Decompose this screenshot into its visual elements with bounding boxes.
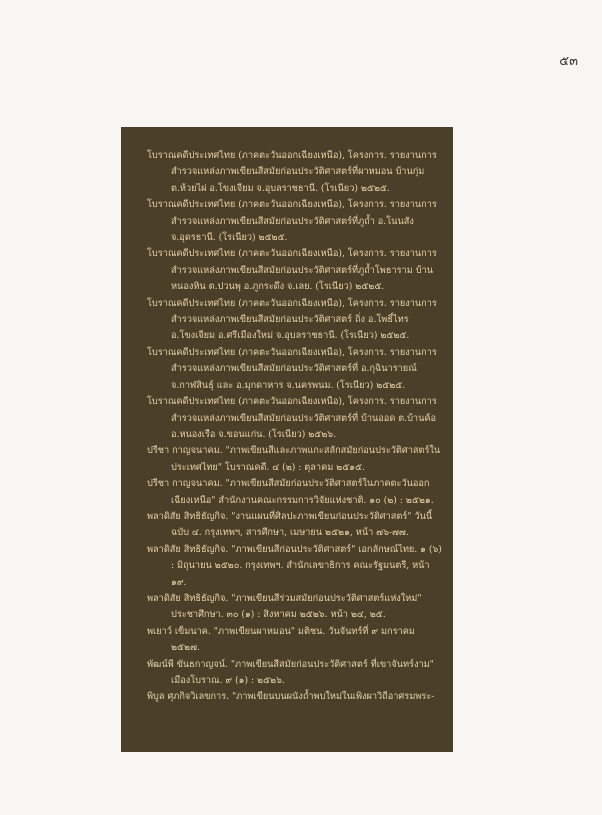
reference-entry: ปรีชา กาญจนาคม. "ภาพเขียนสีและภาพแกะสลักสมัยก่อนประวัติศาสตร์ในประเทศไทย" โบราณคดี. ๔ (๒) : ตุลาคม ๒๕๑๕. [147,445,441,473]
reference-entry: พัฒน์พี ขันธกาญจน์. "ภาพเขียนสีสมัยก่อนประวัติศาสตร์ ที่เขาจันทร์งาม" เมืองโบราณ. ๙ (๑) : ๒๕๒๖. [147,658,434,686]
reference-entry: พลาดิสัย สิทธิธัญกิจ. "ภาพเขียนสีร่วมสมัยก่อนประวัติศาสตร์แห่งใหม่" ประชาศึกษา. ๓๐ (๑) : สิงหาคม ๒๕๒๖. หน้า ๒๔, ๒๕. [147,592,422,621]
bibliography-panel [121,127,453,752]
reference-entry: พิบูล ศุภกิจวิเลขการ. "ภาพเขียนบนผนังถ้ำพบใหม่ในเพิงผาวิถีอาศรมพระ- [147,691,435,703]
reference-entry: พลาดิสัย สิทธิธัญกิจ. "ภาพเขียนสีก่อนประวัติศาสตร์" เอกลักษณ์ไทย. ๑ (๖) : มิถุนายน ๒๕๒๐. กรุงเทพฯ. สำนักเลขาธิการ คณะรัฐมนตรี, หน้า ๑๙. [147,543,442,588]
reference-entry: โบราณคดีประเทศไทย (ภาคตะวันออกเฉียงเหนือ), โครงการ. รายงานการสำรวจแหล่งภาพเขียนสีสมัยก่อนประวัติศาสตร์ที่ภูถ้ำโพธาราม บ้านหนองหิน ต.ปวนพุ อ.ภูกระดึง จ.เลย. (โรเนียว) ๒๕๒๕. [147,248,437,293]
reference-entry: โบราณคดีประเทศไทย (ภาคตะวันออกเฉียงเหนือ), โครงการ. รายงานการสำรวจแหล่งภาพเขียนสีสมัยก่อนประวัติศาสตร์ที่ภูถ้ำ อ.โนนสัง จ.อุดรธานี. (โรเนียว) ๒๕๒๕. [147,199,437,244]
page-number: ๕๓ [559,54,578,69]
reference-entry: พลาดิสัย สิทธิธัญกิจ. "งานแผนที่ศิลปะภาพเขียนก่อนประวัติศาสตร์" วันนี้ ฉบับ ๔. กรุงเทพฯ, สารศึกษา, เมษายน ๒๕๒๑, หน้า ๗๖-๗๗. [147,510,433,539]
reference-entry: โบราณคดีประเทศไทย (ภาคตะวันออกเฉียงเหนือ), โครงการ. รายงานการสำรวจแหล่งภาพเขียนสีสมัยก่อนประวัติศาสตร์ ถิ่ง อ.โพธิ์ไทร อ.โขงเจียม อ.ศรีเมืองใหม่ จ.อุบลราชธานี. (โรเนียว) ๒๕๒๕. [147,297,437,342]
running-header-mark [258,0,354,6]
reference-entry: ปรีชา กาญจนาคม. "ภาพเขียนสีสมัยก่อนประวัติศาสตร์ในภาคตะวันออกเฉียงเหนือ" สำนักงานคณะกรรมการวิจัยแห่งชาติ. ๑๐ (๒) : ๒๕๒๑. [147,478,434,506]
reference-entry: โบราณคดีประเทศไทย (ภาคตะวันออกเฉียงเหนือ), โครงการ. รายงานการสำรวจแหล่งภาพเขียนสีสมัยก่อนประวัติศาสตร์ที่ บ้านออด ต.บ้านค้อ อ.หนองเรือ จ.ขอนแก่น. (โรเนียว) ๒๕๒๖. [147,396,437,440]
faint-header-mark [294,34,314,44]
reference-entry: พเยาว์ เข็มนาค. "ภาพเขียนผาหมอน" มติชน. วันจันทร์ที่ ๙ มกราคม ๒๕๒๗. [147,625,415,654]
reference-entry: โบราณคดีประเทศไทย (ภาคตะวันออกเฉียงเหนือ), โครงการ. รายงานการสำรวจแหล่งภาพเขียนสีสมัยก่อนประวัติศาสตร์ที่ อ.กุฉินารายณ์ จ.กาฬสินธุ์ และ อ.มุกดาหาร จ.นครพนม. (โรเนียว) ๒๕๒๕. [147,346,437,391]
reference-entry: โบราณคดีประเทศไทย (ภาคตะวันออกเฉียงเหนือ), โครงการ. รายงานการสำรวจแหล่งภาพเขียนสีสมัยก่อนประวัติศาสตร์ที่ผาหมอน บ้านกุ่ม ต.ห้วยไผ่ อ.โขงเจียม จ.อุบลราชธานี. (โรเนียว) ๒๕๒๕. [147,150,437,194]
